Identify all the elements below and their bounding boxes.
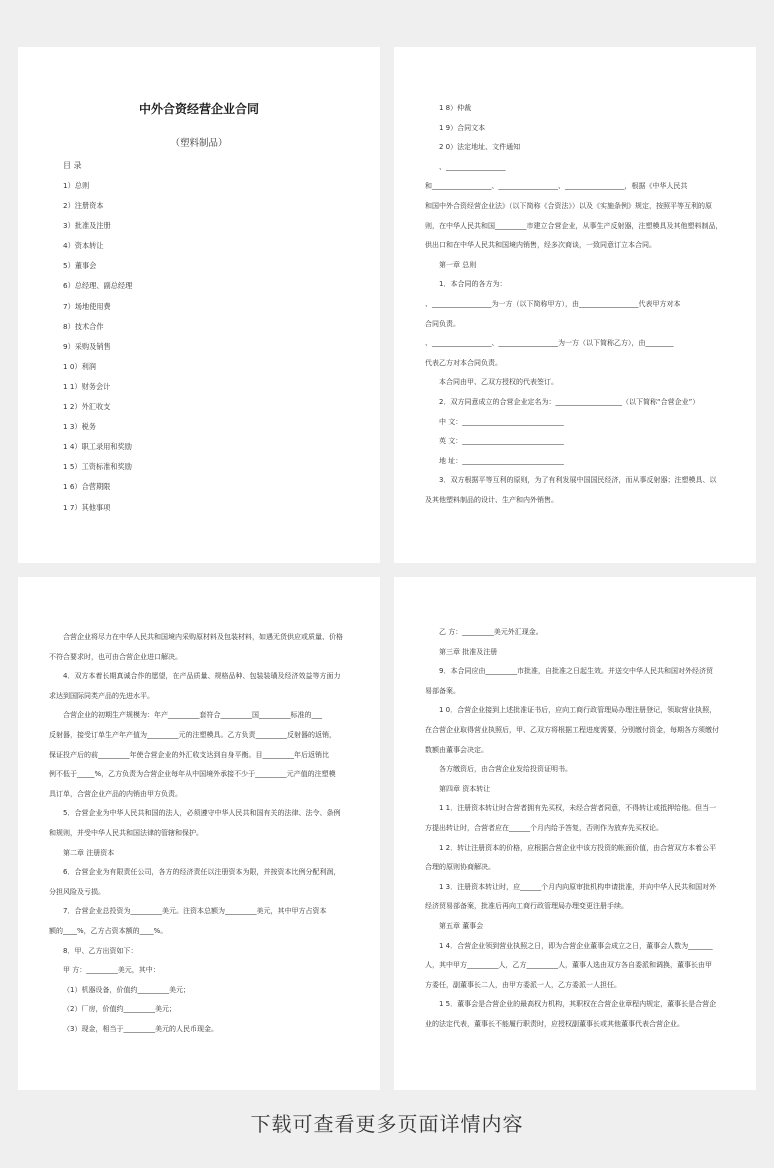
- document-page-1: [18, 47, 380, 563]
- body-line: 第二章 注册资本: [63, 848, 115, 857]
- body-line: 和规则，并受中华人民共和国法律的管辖和保护。: [49, 828, 203, 837]
- toc-item: 8）技术合作: [63, 321, 104, 331]
- body-line: 甲 方：_________美元，其中：: [63, 966, 160, 975]
- body-line: 9．本合同应由_________市批准，自批准之日起生效。并送交中华人民共和国对外经济贸: [439, 667, 713, 676]
- toc-item: 3）批准及注册: [63, 221, 111, 231]
- body-line: （2）厂房，价值约_________美元；: [63, 1005, 176, 1014]
- body-line: 反射器，接受订单生产年产值为_________元的注塑模具。乙方负责_________反射器的返销，: [49, 730, 336, 739]
- body-line: 在合营企业取得营业执照后，甲、乙双方将根据工程进度需要，分别缴付资金，每期各方须缴付: [425, 725, 719, 734]
- body-line: 则，在中华人民共和国_________市建立合营企业，从事生产反射器，注塑模具及其他塑料制品，: [425, 221, 723, 230]
- body-line: 1 1．注册资本转让时合营者拥有先买权，未经合营者同意，不得转让或抵押给他。但当一: [439, 804, 717, 813]
- body-line: 第五章 董事会: [439, 921, 484, 930]
- body-line: 2 0）法定地址、文件通知: [439, 143, 521, 152]
- body-line: 求达到国际同类产品的先进水平。: [49, 691, 154, 700]
- body-line: 1 4．合营企业领到营业执照之日，即为合营企业董事会成立之日，董事会人数为_______: [439, 941, 713, 950]
- body-line: 和国中外合资经营企业法》（以下简称《合资法》）以及《实施条例》规定，按照平等互利的原: [425, 201, 712, 210]
- body-line: 1．本合同的各方为：: [439, 280, 507, 289]
- body-line: 、_________________为一方（以下简称甲方），由_________________代表甲方对本: [425, 299, 681, 308]
- body-line: 合营企业将尽力在中华人民共和国境内采购原材料及包装材料，如遇无货供应或质量、价格: [63, 633, 343, 641]
- toc-item: 1 0）利润: [63, 361, 96, 371]
- body-line: 分担风险及亏损。: [49, 887, 105, 896]
- body-line: 方委任，副董事长二人，由甲方委派一人，乙方委派一人担任。: [425, 980, 621, 989]
- document-page-3: [18, 577, 380, 1090]
- toc-item: 1 1）财务会计: [63, 381, 111, 391]
- body-line: 6．合营企业为有限责任公司，各方的经济责任以注册资本为限，并按资本比例分配利润，: [63, 868, 341, 877]
- table-of-contents: [63, 180, 132, 522]
- body-line: 、_________________: [439, 162, 506, 171]
- body-line: 1 2．转让注册资本的价格，应根据合营企业中该方投资的帐面价值，由合营双方本着公平: [439, 843, 717, 852]
- body-line: 3．双方根据平等互利的原则，为了有利发展中国国民经济，而从事反射器；注塑模具、以: [439, 476, 717, 485]
- body-line: 合理的原则协商解决。: [425, 863, 495, 872]
- body-line: 、_________________、_________________为一方（以下简称乙方），由________: [425, 339, 674, 348]
- body-line: 1 0．合营企业接到上述批准证书后，应向工商行政管理局办理注册登记，领取营业执照，: [439, 706, 717, 715]
- body-line: 和_________________、_________________、_________________，根据《中华人民共: [425, 182, 688, 191]
- body-line: 地 址：_____________________________: [439, 456, 564, 465]
- toc-item: 7）场地使用费: [63, 301, 111, 311]
- body-line: 合营企业的初期生产规模为：年产_________套符合_________国_________标准的___: [63, 711, 322, 720]
- page-body-text: [425, 99, 727, 510]
- toc-item: 5）董事会: [63, 261, 97, 271]
- body-line: 具订单，合营企业产品的内销由甲方负责。: [49, 789, 182, 798]
- body-line: 额的____%，乙方占资本额的____%。: [49, 926, 168, 935]
- toc-item: 6）总经理、副总经理: [63, 281, 133, 291]
- body-line: 7．合营企业总投资为_________美元。注资本总额为_________美元，其中甲方占资本: [63, 907, 327, 916]
- body-line: 英 文：_____________________________: [439, 437, 564, 446]
- toc-item: 1 2）外汇收支: [63, 402, 111, 412]
- body-line: 第一章 总则: [439, 260, 477, 269]
- download-more-prompt[interactable]: 下载可查看更多页面详情内容: [250, 1112, 524, 1136]
- body-line: 1 3．注册资本转让时，应______个月内向原审批机构申请批准，并向中华人民共和国对外: [439, 882, 717, 891]
- body-line: 易部备案。: [425, 686, 460, 695]
- body-line: 数额由董事会决定。: [425, 745, 488, 754]
- toc-item: 4）资本转让: [63, 241, 104, 251]
- toc-item: 1 6）合营期限: [63, 482, 111, 492]
- body-line: 1 8）仲裁: [439, 104, 472, 112]
- toc-item: 1 5）工资标准和奖励: [63, 462, 132, 472]
- body-line: 本合同由甲、乙双方授权的代表签订。: [439, 378, 558, 387]
- toc-item: 1 4）职工录用和奖励: [63, 442, 132, 452]
- document-page-4: [394, 577, 756, 1090]
- body-line: （3）现金，相当于_________美元的人民币现金。: [63, 1024, 218, 1033]
- body-line: 人，其中甲方_________人，乙方_________人，董事人选由双方各自委派和调换，董事长由甲: [425, 961, 712, 970]
- document-subtitle: （塑料制品）: [170, 138, 228, 149]
- body-line: 2．双方同意成立的合营企业定名为：___________________（以下简称“合营企业”）: [439, 397, 700, 406]
- toc-item: 1）总则: [63, 181, 90, 190]
- body-line: 及其他塑料制品的设计、生产和内外销售。: [425, 495, 558, 504]
- body-line: 经济贸易部备案，批准后再向工商行政管理局办理变更注册手续。: [425, 902, 628, 911]
- toc-item: 2）注册资本: [63, 201, 104, 211]
- page-body-text: [49, 628, 351, 1039]
- body-line: 业的法定代表，董事长不能履行职责时，应授权副董事长或其他董事代表合营企业。: [425, 1019, 684, 1028]
- body-line: 中 文：_____________________________: [439, 417, 564, 426]
- body-line: 乙 方：_________美元外汇现金。: [439, 628, 543, 636]
- body-line: 代表乙方对本合同负责。: [425, 358, 502, 367]
- body-line: 1 5．董事会是合营企业的最高权力机构，其职权在合营企业章程内规定，董事长是合营企: [439, 1000, 717, 1009]
- body-line: 合同负责。: [425, 319, 460, 328]
- document-title: 中外合资经营企业合同: [138, 102, 259, 116]
- toc-item: 1 7）其他事项: [63, 502, 111, 512]
- body-line: 第三章 批准及注册: [439, 647, 498, 656]
- body-line: 例不低于_____%，乙方负责为合营企业每年从中国境外承接不少于_________元产值的注塑模: [49, 770, 336, 779]
- body-line: 不符合要求时，也可由合营企业进口解决。: [49, 652, 182, 661]
- body-line: 8．甲、乙方出资如下：: [63, 946, 138, 955]
- body-line: 方提出转让时，合营者应在______个月内给予答复，否则作为放弃先买权论。: [425, 823, 663, 832]
- toc-item: 1 3）税务: [63, 422, 96, 432]
- page-body-text: [425, 623, 727, 1034]
- body-line: 1 9）合同文本: [439, 123, 486, 132]
- body-line: （1）机器设备，价值约_________美元；: [63, 985, 190, 994]
- document-page-2: [394, 47, 756, 563]
- body-line: 供出口和在中华人民共和国境内销售，经多次商谈，一致同意订立本合同。: [425, 241, 656, 250]
- body-line: 4．双方本着长期真诚合作的愿望，在产品质量、规格品种、包装装璜及经济效益等方面力: [63, 672, 341, 681]
- toc-item: 9）采购及销售: [63, 341, 111, 351]
- body-line: 保证投产后的前_________年使合营企业的外汇收支达到自身平衡。目_________年后返销比: [49, 750, 329, 759]
- toc-heading: 目 录: [63, 161, 82, 170]
- body-line: 5．合营企业为中华人民共和国的法人，必须遵守中华人民共和国有关的法律、法令、条例: [63, 809, 341, 818]
- body-line: 第四章 资本转让: [439, 784, 491, 793]
- body-line: 各方缴资后，由合营企业发给投资证明书。: [439, 765, 572, 774]
